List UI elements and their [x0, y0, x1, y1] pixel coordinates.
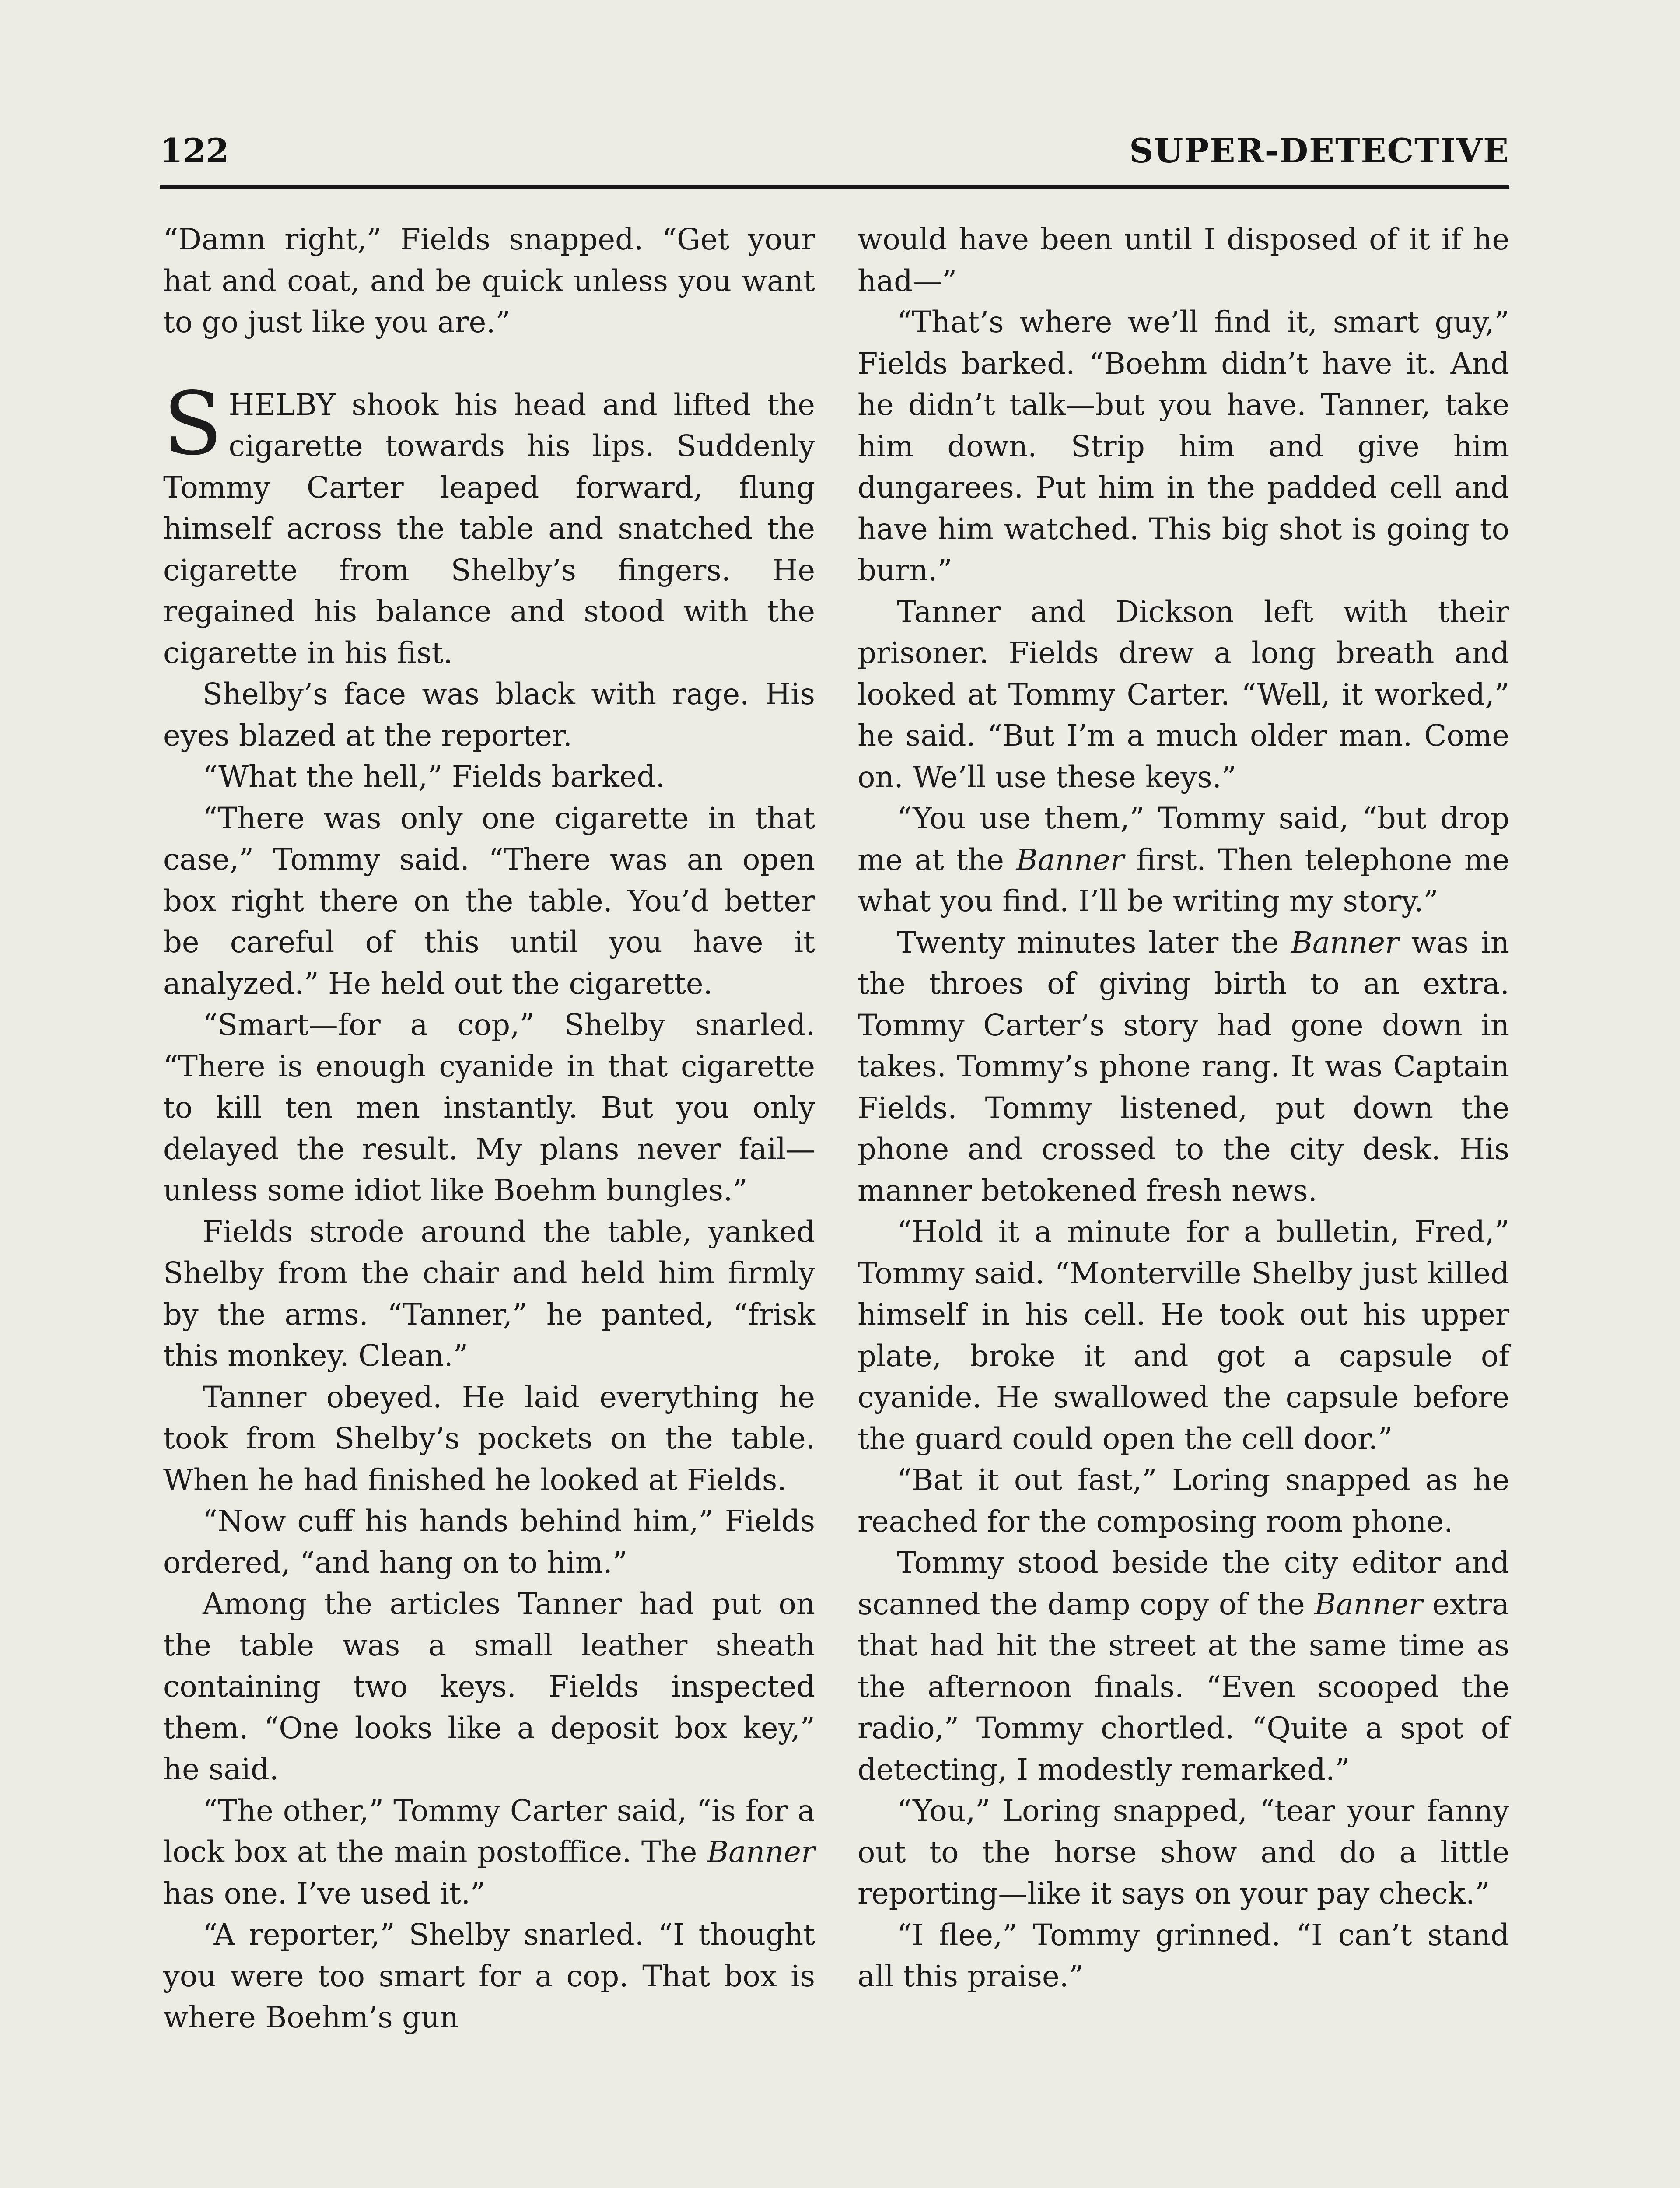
paragraph-text: first. Then telephone me what you find. I’ll be writing my story.” — [858, 842, 1510, 918]
paragraph: “You,” Loring snapped, “tear your fanny out to the horse show and do a little reporting—like it says on your pay check.” — [858, 1794, 1509, 1911]
paragraph: “There was only one cigarette in that case,” Tommy said. “There was an open box right there on the table. You’d better be careful of this until you have it analyzed.” He held out the cigarette. — [163, 801, 815, 1001]
italic-title: Banner — [1016, 842, 1124, 877]
paragraph — [858, 1542, 1509, 1790]
paragraph — [858, 922, 1509, 1212]
paragraph: Among the articles Tanner had put on the table was a small leather sheath containing two keys. Fields inspected them. “One looks like a deposit box key,” he said. — [163, 1587, 815, 1786]
paragraph: Tanner and Dickson left with their prisoner. Fields drew a long breath and looked at Tommy Carter. “Well, it worked,” he said. “But I’m a much older man. Come on. We’ll use these keys.” — [858, 594, 1509, 794]
drop-cap: S — [163, 373, 223, 474]
paragraph-text: was in the throes of giving birth to an extra. Tommy Carter’s story had gone down in takes. Tommy’s phone rang. It was Captain Fields. Tommy listened, put down the phone and crossed to the city desk. His manner betokened fresh news. — [858, 925, 1509, 1208]
paragraph-text: has one. I’ve used it.” — [163, 1876, 486, 1911]
paragraph-text: “The other,” Tommy Carter said, “is for a lock box at the main postoffice. The — [163, 1793, 815, 1869]
italic-title: Banner — [707, 1835, 815, 1869]
paragraph — [163, 1790, 815, 1914]
paragraph: “What the hell,” Fields barked. — [203, 760, 665, 794]
italic-title: Banner — [1314, 1587, 1423, 1621]
page-number: 122 — [160, 131, 229, 170]
running-head: SUPER-DETECTIVE — [1129, 131, 1509, 170]
smallcaps-lead: HELBY — [228, 387, 336, 422]
paragraph-text: Twenty minutes later the — [897, 925, 1291, 960]
paragraph: “Bat it out fast,” Loring snapped as he reached for the composing room phone. — [858, 1463, 1509, 1539]
paragraph-text: extra that had hit the street at the same time as the afternoon finals. “Even scooped the radio,” Tommy chortled. “Quite a spot of detecting, I modestly remarked.” — [858, 1587, 1509, 1787]
header-rule — [160, 185, 1509, 189]
left-column — [163, 219, 815, 2038]
paragraph: “A reporter,” Shelby snarled. “I thought you were too smart for a cop. That box is where Boehm’s gun — [163, 1918, 815, 2034]
paragraph — [858, 798, 1509, 922]
paragraph: would have been until I disposed of it if he had—” — [858, 222, 1509, 298]
right-column — [858, 219, 1509, 1997]
paragraph: “Now cuff his hands behind him,” Fields ordered, “and hang on to him.” — [163, 1504, 815, 1580]
paragraph: Shelby’s face was black with rage. His eyes blazed at the reporter. — [163, 677, 815, 753]
paragraph: Fields strode around the table, yanked Shelby from the chair and held him firmly by the arms. “Tanner,” he panted, “frisk this monkey. Clean.” — [163, 1214, 815, 1373]
paragraph: “That’s where we’ll find it, smart guy,” Fields barked. “Boehm didn’t have it. And he didn’t talk—but you have. Tanner, take him down. Strip him and give him dungarees. Put him in the padded cell and have him watched. This big shot is going to burn.” — [858, 305, 1509, 587]
paragraph: “Damn right,” Fields snapped. “Get your hat and coat, and be quick unless you want to go just like you are.” — [163, 222, 815, 339]
paragraph-dropcap — [163, 373, 815, 674]
page-header — [160, 127, 1509, 184]
paragraph: “Smart—for a cop,” Shelby snarled. “There is enough cyanide in that cigarette to kill ten men instantly. But you only delayed the result. My plans never fail—unless some idiot like Boehm bungles.” — [163, 1008, 815, 1207]
italic-title: Banner — [1291, 925, 1399, 960]
paragraph: “I flee,” Tommy grinned. “I can’t stand all this praise.” — [858, 1918, 1509, 1993]
paragraph-text: “You use them,” Tommy said, “but drop me at the — [858, 801, 1509, 877]
paragraph: Tanner obeyed. He laid everything he took from Shelby’s pockets on the table. When he had finished he looked at Fields. — [163, 1380, 815, 1497]
paragraph: “Hold it a minute for a bulletin, Fred,” Tommy said. “Monterville Shelby just killed himself in his cell. He took out his upper plate, broke it and got a capsule of cyanide. He swallowed the capsule before the guard could open the cell door.” — [858, 1215, 1509, 1456]
paragraph-text: shook his head and lifted the cigarette towards his lips. Suddenly Tommy Carter leaped forward, flung himself across the table and snatched the cigarette from Shelby’s fingers. He regained his balance and stood with the cigarette in his fist. — [163, 387, 815, 670]
paragraph-text: Tommy stood beside the city editor and scanned the damp copy of the — [858, 1546, 1509, 1621]
